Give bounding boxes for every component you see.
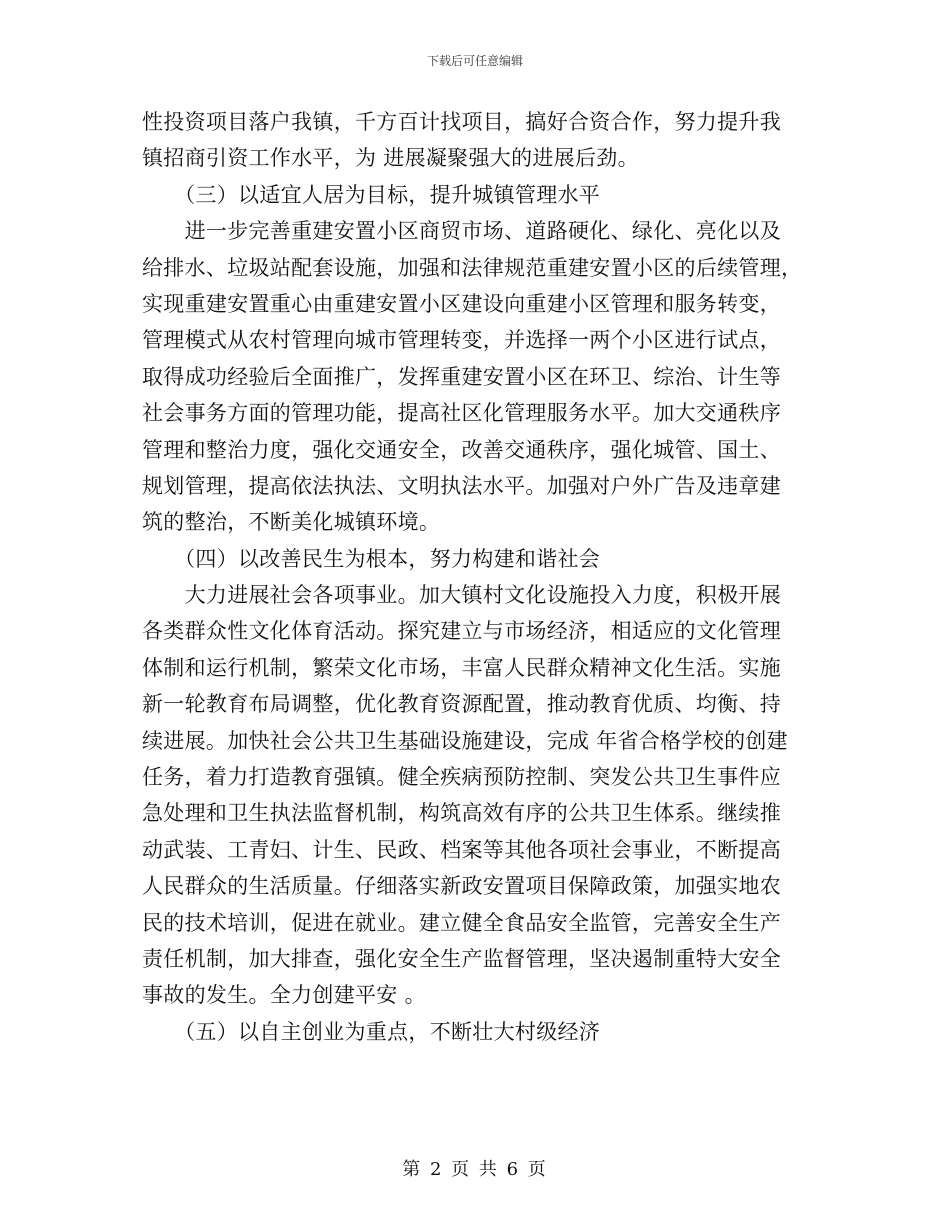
page-header: 下载后可任意编辑 [426,54,523,68]
text-line: 任务，着力打造教育强镇。健全疾病预防控制、突发公共卫生事件应 [142,765,781,790]
text-line: 各类群众性文化体育活动。探究建立与市场经济，相适应的文化管理 [142,619,781,644]
text-line: 体制和运行机制，繁荣文化市场，丰富人民群众精神文化生活。实施 [142,655,781,680]
text-line: 急处理和卫生执法监督机制，构筑高效有序的公共卫生体系。继续推 [142,801,781,826]
section-heading: （三）以适宜人居为目标，提升城镇管理水平 [142,182,601,207]
body-text [142,104,807,1050]
text-line: 性投资项目落户我镇，千方百计找项目，搞好合资合作，努力提升我 [142,110,781,134]
text-line: 管理模式从农村管理向城市管理转变，并选择一两个小区进行试点， [142,328,781,353]
page-footer: 第 2 页 共 6 页 [402,1159,548,1180]
text-line: 民的技术培训，促进在就业。建立健全食品安全监管，完善安全生产 [142,910,781,935]
text-line: 进一步完善重建安置小区商贸市场、道路硬化、绿化、亮化以及 [142,219,781,244]
text-line: 规划管理，提高依法执法、文明执法水平。加强对户外广告及违章建 [142,473,781,498]
text-line: 大力进展社会各项事业。加大镇村文化设施投入力度，积极开展 [142,583,781,608]
text-line: 人民群众的生活质量。仔细落实新政安置项目保障政策，加强实地农 [142,874,781,899]
text-line: 新一轮教育布局调整，优化教育资源配置，推动教育优质、均衡、持 [142,692,781,717]
section-heading: （五）以自主创业为重点，不断壮大村级经济 [142,1019,601,1044]
text-line: 社会事务方面的管理功能，提高社区化管理服务水平。加大交通秩序 [142,401,781,426]
text-line: 实现重建安置重心由重建安置小区建设向重建小区管理和服务转变， [142,291,781,316]
text-line: 管理和整治力度，强化交通安全，改善交通秩序，强化城管、国土、 [142,437,781,462]
section-heading: （四）以改善民生为根本，努力构建和谐社会 [142,546,601,571]
text-line: 筑的整治，不断美化城镇环境。 [142,510,441,535]
text-line: 给排水、垃圾站配套设施，加强和法律规范重建安置小区的后续管理， [142,255,803,280]
text-line: 动武装、工青妇、计生、民政、档案等其他各项社会事业，不断提高 [142,837,781,862]
text-line: 责任机制，加大排查，强化安全生产监督管理，坚决遏制重特大安全 [142,946,781,971]
text-line: 事故的发生。全力创建平安 。 [142,983,426,1008]
text-line: 镇招商引资工作水平，为 进展凝聚强大的进展后劲。 [142,146,639,171]
text-line: 取得成功经验后全面推广，发挥重建安置小区在环卫、综治、计生等 [142,364,781,389]
text-line: 续进展。加快社会公共卫生基础设施建设，完成 年省合格学校的创建 [142,728,788,753]
